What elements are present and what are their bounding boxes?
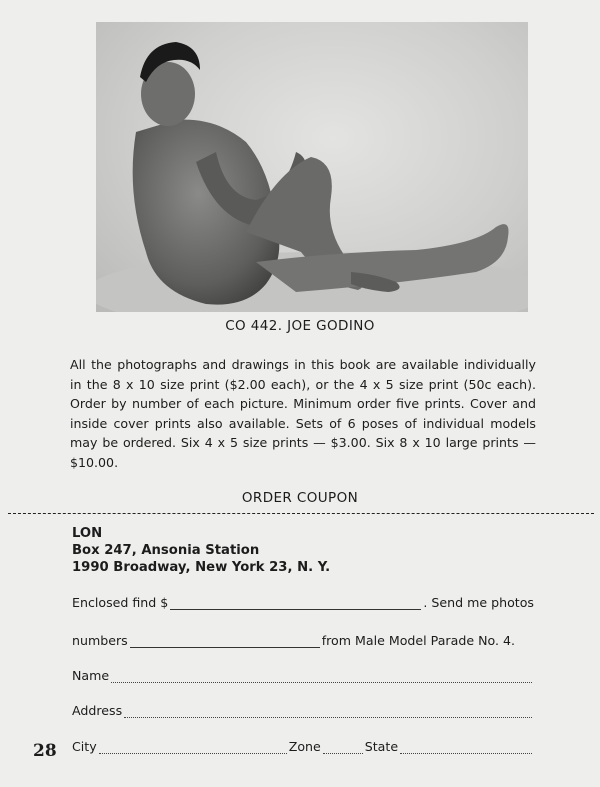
amount-field[interactable] <box>170 598 421 610</box>
name-row <box>72 668 534 683</box>
photo-numbers-row <box>72 633 534 648</box>
model-photo <box>96 22 528 312</box>
from-parade-label: from Male Model Parade No. 4. <box>321 633 515 648</box>
state-label: State <box>364 739 399 754</box>
cut-line-divider <box>8 513 594 514</box>
numbers-label: numbers <box>72 633 128 648</box>
address-line-1: Box 247, Ansonia Station <box>72 543 260 558</box>
send-photos-label: . Send me photos <box>423 595 534 610</box>
state-field[interactable] <box>400 742 532 754</box>
enclosed-label: Enclosed find $ <box>72 595 169 610</box>
address-label: Address <box>72 703 123 718</box>
city-label: City <box>72 739 97 754</box>
model-figure-illustration <box>96 22 528 312</box>
photo-numbers-field[interactable] <box>130 636 320 648</box>
zone-field[interactable] <box>323 742 363 754</box>
page-number: 28 <box>33 741 57 761</box>
mailing-address <box>72 525 330 576</box>
zone-label: Zone <box>288 739 321 754</box>
name-label: Name <box>72 668 110 683</box>
photo-caption: CO 442. JOE GODINO <box>225 318 375 334</box>
address-field[interactable] <box>124 706 532 718</box>
address-row <box>72 703 534 718</box>
order-coupon-heading: ORDER COUPON <box>241 490 359 506</box>
city-zone-state-row <box>72 739 534 754</box>
address-name: LON <box>72 526 103 541</box>
enclosed-amount-row <box>72 595 534 610</box>
address-line-2: 1990 Broadway, New York 23, N. Y. <box>72 560 331 575</box>
city-field[interactable] <box>99 742 287 754</box>
ordering-instructions: All the photographs and drawings in this book are available individually in the 8 x 10 size print ($2.00 each), or the 4 x 5 size print (50c each). Order by number of each picture. Minimum order five prints. Cover and inside cover prints also available. Sets of 6 poses of individual models may be ordered. Six 4 x 5 size prints — $3.00. Six 8 x 10 large prints — $10.00. <box>70 357 536 470</box>
name-field[interactable] <box>111 671 532 683</box>
